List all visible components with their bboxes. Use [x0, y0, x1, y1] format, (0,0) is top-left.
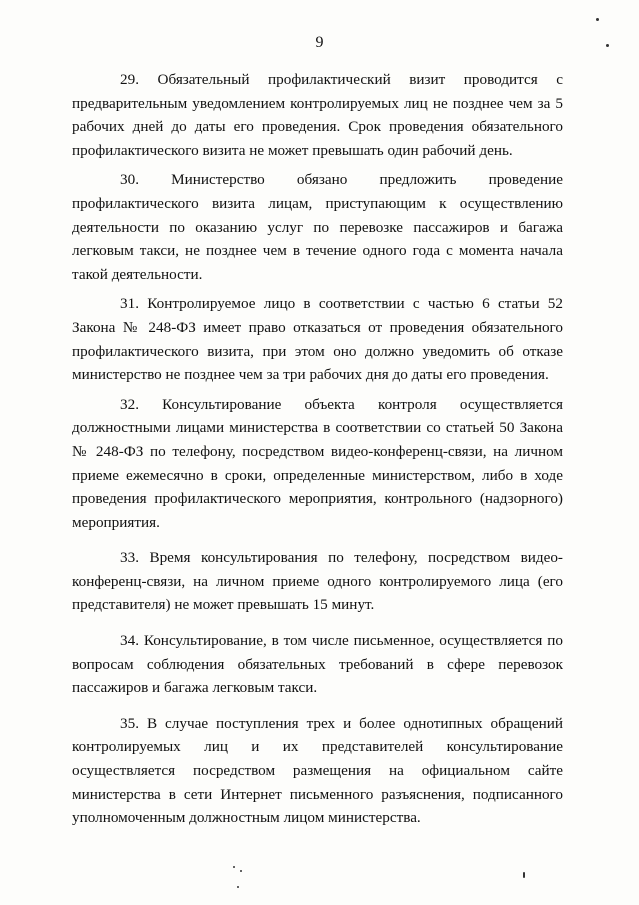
scan-speck: [606, 44, 609, 47]
paragraph-32: 32. Консультирование объекта контроля осуществляется должностными лицами министерства в соответствии со статьей 50 Закона № 248-ФЗ по телефону, посредством видео-конференц-связи, на личном приеме ежемесячно в сроки, определенные министерством, либо в ходе проведения профилактического мероприятия, контрольного (надзорного) мероприятия.: [72, 395, 563, 531]
scan-speck: [233, 866, 235, 868]
scan-speck: [240, 870, 242, 872]
paragraph-35: 35. В случае поступления трех и более однотипных обращений контролируемых лиц и их представителей консультирование осуществляется посредством размещения на официальном сайте министерства в сети Интернет письменного разъяснения, подписанного уполномоченным должностным лицом министерства.: [72, 714, 563, 827]
document-body: [72, 68, 563, 833]
paragraph-29: 29. Обязательный профилактический визит проводится с предварительным уведомлением контролируемых лиц не позднее чем за 5 рабочих дней до даты его проведения. Срок проведения обязательного профилактического визита не может превышать один рабочий день.: [72, 71, 563, 159]
scan-speck: [523, 872, 525, 878]
scan-speck: [237, 886, 239, 888]
paragraph-31: 31. Контролируемое лицо в соответствии с частью 6 статьи 52 Закона № 248-ФЗ имеет право отказаться от проведения обязательного профилактического визита, при этом оно должно уведомить об отказе министерство не позднее чем за три рабочих дня до даты его проведения.: [72, 295, 563, 384]
paragraph-34: 34. Консультирование, в том числе письменное, осуществляется по вопросам соблюдения обязательных требований в сфере перевозок пассажиров и багажа легковым такси.: [72, 632, 563, 697]
scan-speck: [596, 18, 599, 21]
paragraph-30: 30. Министерство обязано предложить проведение профилактического визита лицам, приступающим к осуществлению деятельности по оказанию услуг по перевозке пассажиров и багажа легковым такси, не позднее чем в течение одного года с момента начала такой деятельности.: [72, 171, 563, 283]
page-number: 9: [315, 34, 324, 51]
paragraph-33: 33. Время консультирования по телефону, посредством видео-конференц-связи, на личном приеме одного контролируемого лица (его представителя) не может превышать 15 минут.: [72, 549, 563, 614]
